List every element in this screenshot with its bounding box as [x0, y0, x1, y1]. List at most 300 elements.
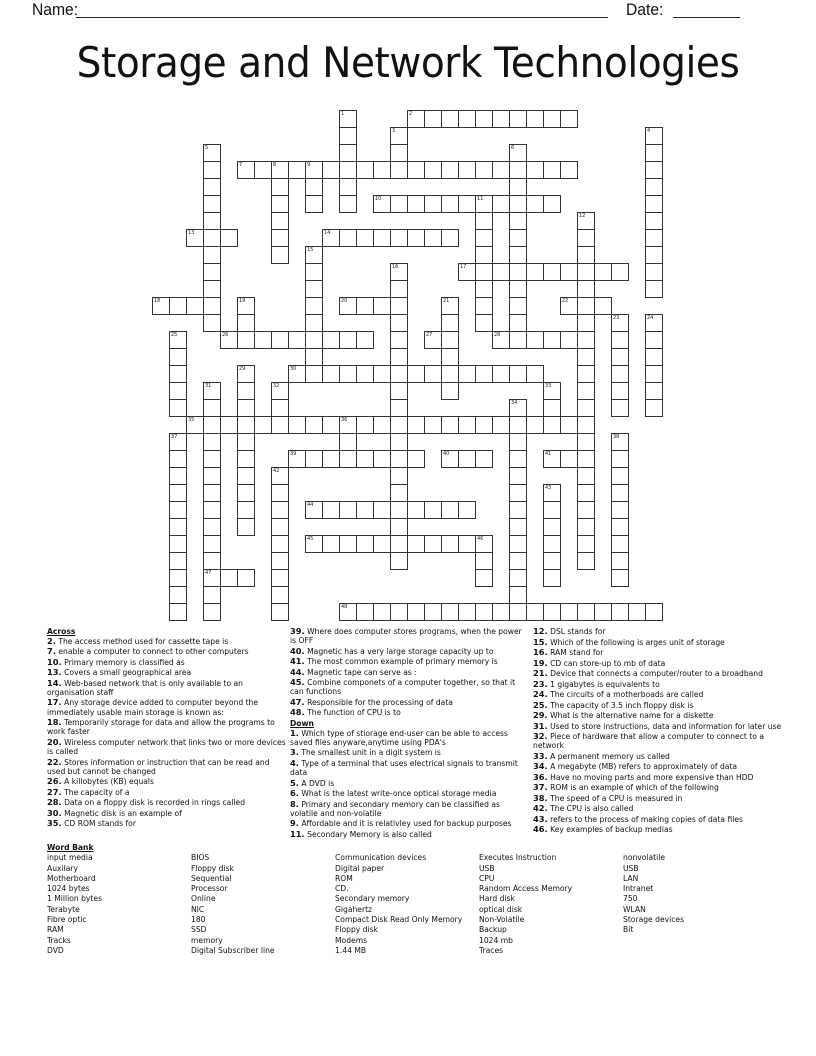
grid-cell[interactable] [424, 535, 442, 553]
grid-cell[interactable] [322, 416, 340, 434]
grid-cell[interactable] [407, 229, 425, 247]
grid-cell[interactable] [543, 450, 561, 468]
grid-cell[interactable] [305, 535, 323, 553]
grid-cell[interactable] [356, 603, 374, 621]
grid-cell[interactable] [441, 161, 459, 179]
grid-cell[interactable] [509, 518, 527, 536]
grid-cell[interactable] [237, 433, 255, 451]
grid-cell[interactable] [237, 314, 255, 332]
grid-cell[interactable] [339, 331, 357, 349]
grid-cell[interactable] [271, 501, 289, 519]
grid-cell[interactable] [169, 501, 187, 519]
grid-cell[interactable] [424, 365, 442, 383]
grid-cell[interactable] [169, 518, 187, 536]
grid-cell[interactable] [339, 229, 357, 247]
grid-cell[interactable] [594, 603, 612, 621]
grid-cell[interactable] [407, 195, 425, 213]
grid-cell[interactable] [373, 501, 391, 519]
grid-cell[interactable] [271, 552, 289, 570]
grid-cell[interactable] [237, 450, 255, 468]
grid-cell[interactable] [305, 348, 323, 366]
grid-cell[interactable] [543, 484, 561, 502]
grid-cell[interactable] [186, 297, 204, 315]
grid-cell[interactable] [645, 195, 663, 213]
grid-cell[interactable] [645, 178, 663, 196]
grid-cell[interactable] [237, 501, 255, 519]
grid-cell[interactable] [203, 297, 221, 315]
grid-cell[interactable] [509, 535, 527, 553]
grid-cell[interactable] [492, 331, 510, 349]
grid-cell[interactable] [390, 450, 408, 468]
grid-cell[interactable] [577, 399, 595, 417]
grid-cell[interactable] [169, 348, 187, 366]
grid-cell[interactable] [390, 229, 408, 247]
grid-cell[interactable] [424, 331, 442, 349]
grid-cell[interactable] [475, 161, 493, 179]
grid-cell[interactable] [526, 263, 544, 281]
grid-cell[interactable] [611, 467, 629, 485]
grid-cell[interactable] [271, 331, 289, 349]
grid-cell[interactable] [407, 110, 425, 128]
grid-cell[interactable] [390, 535, 408, 553]
grid-cell[interactable] [577, 314, 595, 332]
grid-cell[interactable] [390, 348, 408, 366]
grid-cell[interactable] [339, 365, 357, 383]
grid-cell[interactable] [577, 518, 595, 536]
grid-cell[interactable] [475, 569, 493, 587]
grid-cell[interactable] [475, 450, 493, 468]
grid-cell[interactable] [611, 365, 629, 383]
grid-cell[interactable] [509, 467, 527, 485]
grid-cell[interactable] [526, 110, 544, 128]
grid-cell[interactable] [203, 178, 221, 196]
grid-cell[interactable] [611, 535, 629, 553]
grid-cell[interactable] [577, 535, 595, 553]
grid-cell[interactable] [509, 433, 527, 451]
grid-cell[interactable] [441, 535, 459, 553]
grid-cell[interactable] [271, 603, 289, 621]
grid-cell[interactable] [492, 110, 510, 128]
grid-cell[interactable] [458, 263, 476, 281]
grid-cell[interactable] [509, 161, 527, 179]
grid-cell[interactable] [322, 229, 340, 247]
grid-cell[interactable] [645, 161, 663, 179]
grid-cell[interactable] [339, 433, 357, 451]
grid-cell[interactable] [543, 552, 561, 570]
grid-cell[interactable] [203, 603, 221, 621]
grid-cell[interactable] [305, 416, 323, 434]
grid-cell[interactable] [645, 263, 663, 281]
grid-cell[interactable] [220, 569, 238, 587]
grid-cell[interactable] [203, 484, 221, 502]
grid-cell[interactable] [237, 484, 255, 502]
grid-cell[interactable] [475, 263, 493, 281]
grid-cell[interactable] [356, 365, 374, 383]
grid-cell[interactable] [271, 467, 289, 485]
grid-cell[interactable] [169, 382, 187, 400]
grid-cell[interactable] [169, 552, 187, 570]
grid-cell[interactable] [220, 331, 238, 349]
grid-cell[interactable] [373, 603, 391, 621]
grid-cell[interactable] [543, 518, 561, 536]
grid-cell[interactable] [271, 569, 289, 587]
grid-cell[interactable] [186, 416, 204, 434]
grid-cell[interactable] [169, 484, 187, 502]
grid-cell[interactable] [458, 501, 476, 519]
grid-cell[interactable] [237, 161, 255, 179]
grid-cell[interactable] [509, 229, 527, 247]
grid-cell[interactable] [509, 110, 527, 128]
grid-cell[interactable] [543, 501, 561, 519]
grid-cell[interactable] [390, 399, 408, 417]
grid-cell[interactable] [441, 331, 459, 349]
grid-cell[interactable] [543, 263, 561, 281]
grid-cell[interactable] [577, 382, 595, 400]
grid-cell[interactable] [271, 399, 289, 417]
grid-cell[interactable] [169, 450, 187, 468]
grid-cell[interactable] [322, 450, 340, 468]
grid-cell[interactable] [509, 263, 527, 281]
grid-cell[interactable] [169, 297, 187, 315]
grid-cell[interactable] [305, 161, 323, 179]
grid-cell[interactable] [271, 229, 289, 247]
grid-cell[interactable] [475, 195, 493, 213]
grid-cell[interactable] [271, 246, 289, 264]
grid-cell[interactable] [577, 484, 595, 502]
grid-cell[interactable] [611, 433, 629, 451]
grid-cell[interactable] [271, 161, 289, 179]
grid-cell[interactable] [203, 399, 221, 417]
grid-cell[interactable] [322, 535, 340, 553]
grid-cell[interactable] [509, 365, 527, 383]
grid-cell[interactable] [254, 161, 272, 179]
grid-cell[interactable] [322, 365, 340, 383]
grid-cell[interactable] [560, 297, 578, 315]
grid-cell[interactable] [458, 603, 476, 621]
grid-cell[interactable] [509, 552, 527, 570]
grid-cell[interactable] [611, 348, 629, 366]
grid-cell[interactable] [424, 501, 442, 519]
grid-cell[interactable] [441, 416, 459, 434]
grid-cell[interactable] [611, 569, 629, 587]
grid-cell[interactable] [237, 518, 255, 536]
grid-cell[interactable] [424, 161, 442, 179]
grid-cell[interactable] [577, 450, 595, 468]
grid-cell[interactable] [611, 399, 629, 417]
grid-cell[interactable] [203, 212, 221, 230]
grid-cell[interactable] [543, 603, 561, 621]
grid-cell[interactable] [373, 535, 391, 553]
grid-cell[interactable] [373, 195, 391, 213]
grid-cell[interactable] [543, 195, 561, 213]
grid-cell[interactable] [373, 450, 391, 468]
grid-cell[interactable] [577, 212, 595, 230]
grid-cell[interactable] [526, 195, 544, 213]
grid-cell[interactable] [356, 331, 374, 349]
grid-cell[interactable] [458, 450, 476, 468]
grid-cell[interactable] [390, 416, 408, 434]
grid-cell[interactable] [169, 569, 187, 587]
grid-cell[interactable] [356, 416, 374, 434]
grid-cell[interactable] [509, 178, 527, 196]
grid-cell[interactable] [271, 416, 289, 434]
grid-cell[interactable] [322, 331, 340, 349]
grid-cell[interactable] [169, 535, 187, 553]
grid-cell[interactable] [645, 382, 663, 400]
grid-cell[interactable] [288, 450, 306, 468]
grid-cell[interactable] [203, 569, 221, 587]
grid-cell[interactable] [509, 399, 527, 417]
grid-cell[interactable] [509, 501, 527, 519]
grid-cell[interactable] [203, 161, 221, 179]
grid-cell[interactable] [322, 501, 340, 519]
grid-cell[interactable] [475, 365, 493, 383]
grid-cell[interactable] [237, 331, 255, 349]
grid-cell[interactable] [577, 433, 595, 451]
grid-cell[interactable] [560, 263, 578, 281]
grid-cell[interactable] [203, 586, 221, 604]
grid-cell[interactable] [305, 178, 323, 196]
grid-cell[interactable] [169, 433, 187, 451]
date-field[interactable] [673, 17, 740, 18]
grid-cell[interactable] [441, 314, 459, 332]
grid-cell[interactable] [577, 416, 595, 434]
grid-cell[interactable] [441, 110, 459, 128]
grid-cell[interactable] [390, 484, 408, 502]
grid-cell[interactable] [390, 518, 408, 536]
grid-cell[interactable] [509, 195, 527, 213]
grid-cell[interactable] [526, 603, 544, 621]
grid-cell[interactable] [475, 416, 493, 434]
grid-cell[interactable] [492, 416, 510, 434]
grid-cell[interactable] [577, 552, 595, 570]
grid-cell[interactable] [441, 348, 459, 366]
grid-cell[interactable] [543, 399, 561, 417]
grid-cell[interactable] [509, 450, 527, 468]
grid-cell[interactable] [339, 501, 357, 519]
grid-cell[interactable] [458, 195, 476, 213]
grid-cell[interactable] [271, 195, 289, 213]
grid-cell[interactable] [628, 603, 646, 621]
grid-cell[interactable] [577, 501, 595, 519]
grid-cell[interactable] [203, 382, 221, 400]
grid-cell[interactable] [288, 416, 306, 434]
grid-cell[interactable] [305, 314, 323, 332]
grid-cell[interactable] [390, 280, 408, 298]
grid-cell[interactable] [645, 365, 663, 383]
grid-cell[interactable] [407, 161, 425, 179]
grid-cell[interactable] [186, 229, 204, 247]
grid-cell[interactable] [203, 246, 221, 264]
grid-cell[interactable] [356, 161, 374, 179]
grid-cell[interactable] [288, 161, 306, 179]
grid-cell[interactable] [509, 569, 527, 587]
grid-cell[interactable] [203, 501, 221, 519]
grid-cell[interactable] [203, 195, 221, 213]
grid-cell[interactable] [373, 365, 391, 383]
grid-cell[interactable] [390, 382, 408, 400]
grid-cell[interactable] [237, 569, 255, 587]
grid-cell[interactable] [492, 161, 510, 179]
grid-cell[interactable] [407, 603, 425, 621]
grid-cell[interactable] [305, 246, 323, 264]
grid-cell[interactable] [220, 229, 238, 247]
grid-cell[interactable] [390, 365, 408, 383]
grid-cell[interactable] [339, 416, 357, 434]
grid-cell[interactable] [475, 280, 493, 298]
grid-cell[interactable] [373, 229, 391, 247]
grid-cell[interactable] [560, 110, 578, 128]
grid-cell[interactable] [526, 161, 544, 179]
grid-cell[interactable] [339, 178, 357, 196]
grid-cell[interactable] [203, 450, 221, 468]
grid-cell[interactable] [645, 280, 663, 298]
grid-cell[interactable] [390, 195, 408, 213]
grid-cell[interactable] [577, 297, 595, 315]
grid-cell[interactable] [390, 297, 408, 315]
grid-cell[interactable] [645, 348, 663, 366]
grid-cell[interactable] [492, 195, 510, 213]
grid-cell[interactable] [305, 195, 323, 213]
grid-cell[interactable] [169, 399, 187, 417]
name-field[interactable] [76, 17, 608, 18]
grid-cell[interactable] [373, 297, 391, 315]
grid-cell[interactable] [543, 161, 561, 179]
grid-cell[interactable] [509, 416, 527, 434]
grid-cell[interactable] [645, 246, 663, 264]
grid-cell[interactable] [458, 535, 476, 553]
grid-cell[interactable] [611, 518, 629, 536]
grid-cell[interactable] [373, 161, 391, 179]
grid-cell[interactable] [543, 416, 561, 434]
grid-cell[interactable] [526, 331, 544, 349]
grid-cell[interactable] [237, 467, 255, 485]
grid-cell[interactable] [611, 263, 629, 281]
grid-cell[interactable] [390, 467, 408, 485]
grid-cell[interactable] [271, 382, 289, 400]
grid-cell[interactable] [339, 297, 357, 315]
grid-cell[interactable] [271, 484, 289, 502]
grid-cell[interactable] [390, 603, 408, 621]
grid-cell[interactable] [407, 416, 425, 434]
grid-cell[interactable] [203, 433, 221, 451]
grid-cell[interactable] [526, 365, 544, 383]
grid-cell[interactable] [356, 229, 374, 247]
grid-cell[interactable] [577, 365, 595, 383]
grid-cell[interactable] [322, 161, 340, 179]
grid-cell[interactable] [271, 535, 289, 553]
grid-cell[interactable] [407, 535, 425, 553]
grid-cell[interactable] [560, 450, 578, 468]
grid-cell[interactable] [611, 314, 629, 332]
grid-cell[interactable] [543, 110, 561, 128]
grid-cell[interactable] [390, 501, 408, 519]
grid-cell[interactable] [509, 331, 527, 349]
grid-cell[interactable] [475, 212, 493, 230]
grid-cell[interactable] [390, 263, 408, 281]
grid-cell[interactable] [458, 110, 476, 128]
grid-cell[interactable] [645, 603, 663, 621]
grid-cell[interactable] [577, 331, 595, 349]
grid-cell[interactable] [390, 433, 408, 451]
grid-cell[interactable] [237, 382, 255, 400]
grid-cell[interactable] [390, 552, 408, 570]
grid-cell[interactable] [407, 365, 425, 383]
grid-cell[interactable] [509, 246, 527, 264]
grid-cell[interactable] [390, 161, 408, 179]
grid-cell[interactable] [441, 195, 459, 213]
grid-cell[interactable] [203, 280, 221, 298]
grid-cell[interactable] [288, 365, 306, 383]
grid-cell[interactable] [424, 195, 442, 213]
grid-cell[interactable] [203, 263, 221, 281]
grid-cell[interactable] [611, 382, 629, 400]
grid-cell[interactable] [441, 450, 459, 468]
grid-cell[interactable] [645, 212, 663, 230]
grid-cell[interactable] [492, 263, 510, 281]
grid-cell[interactable] [560, 331, 578, 349]
grid-cell[interactable] [305, 331, 323, 349]
grid-cell[interactable] [645, 314, 663, 332]
grid-cell[interactable] [577, 280, 595, 298]
grid-cell[interactable] [169, 586, 187, 604]
grid-cell[interactable] [577, 603, 595, 621]
grid-cell[interactable] [203, 467, 221, 485]
grid-cell[interactable] [509, 297, 527, 315]
grid-cell[interactable] [611, 603, 629, 621]
grid-cell[interactable] [458, 365, 476, 383]
grid-cell[interactable] [441, 501, 459, 519]
grid-cell[interactable] [339, 535, 357, 553]
grid-cell[interactable] [492, 603, 510, 621]
grid-cell[interactable] [305, 297, 323, 315]
grid-cell[interactable] [543, 535, 561, 553]
grid-cell[interactable] [509, 144, 527, 162]
grid-cell[interactable] [305, 450, 323, 468]
grid-cell[interactable] [509, 484, 527, 502]
grid-cell[interactable] [152, 297, 170, 315]
grid-cell[interactable] [458, 416, 476, 434]
grid-cell[interactable] [475, 297, 493, 315]
grid-cell[interactable] [339, 144, 357, 162]
grid-cell[interactable] [390, 127, 408, 145]
grid-cell[interactable] [203, 314, 221, 332]
grid-cell[interactable] [390, 314, 408, 332]
grid-cell[interactable] [305, 365, 323, 383]
grid-cell[interactable] [288, 331, 306, 349]
grid-cell[interactable] [645, 229, 663, 247]
grid-cell[interactable] [424, 110, 442, 128]
grid-cell[interactable] [407, 450, 425, 468]
grid-cell[interactable] [577, 229, 595, 247]
grid-cell[interactable] [475, 110, 493, 128]
grid-cell[interactable] [203, 552, 221, 570]
grid-cell[interactable] [424, 229, 442, 247]
grid-cell[interactable] [254, 331, 272, 349]
grid-cell[interactable] [339, 450, 357, 468]
grid-cell[interactable] [441, 229, 459, 247]
grid-cell[interactable] [509, 586, 527, 604]
grid-cell[interactable] [509, 212, 527, 230]
grid-cell[interactable] [645, 144, 663, 162]
grid-cell[interactable] [271, 212, 289, 230]
grid-cell[interactable] [441, 297, 459, 315]
grid-cell[interactable] [509, 603, 527, 621]
grid-cell[interactable] [169, 331, 187, 349]
grid-cell[interactable] [577, 246, 595, 264]
grid-cell[interactable] [475, 603, 493, 621]
grid-cell[interactable] [390, 331, 408, 349]
